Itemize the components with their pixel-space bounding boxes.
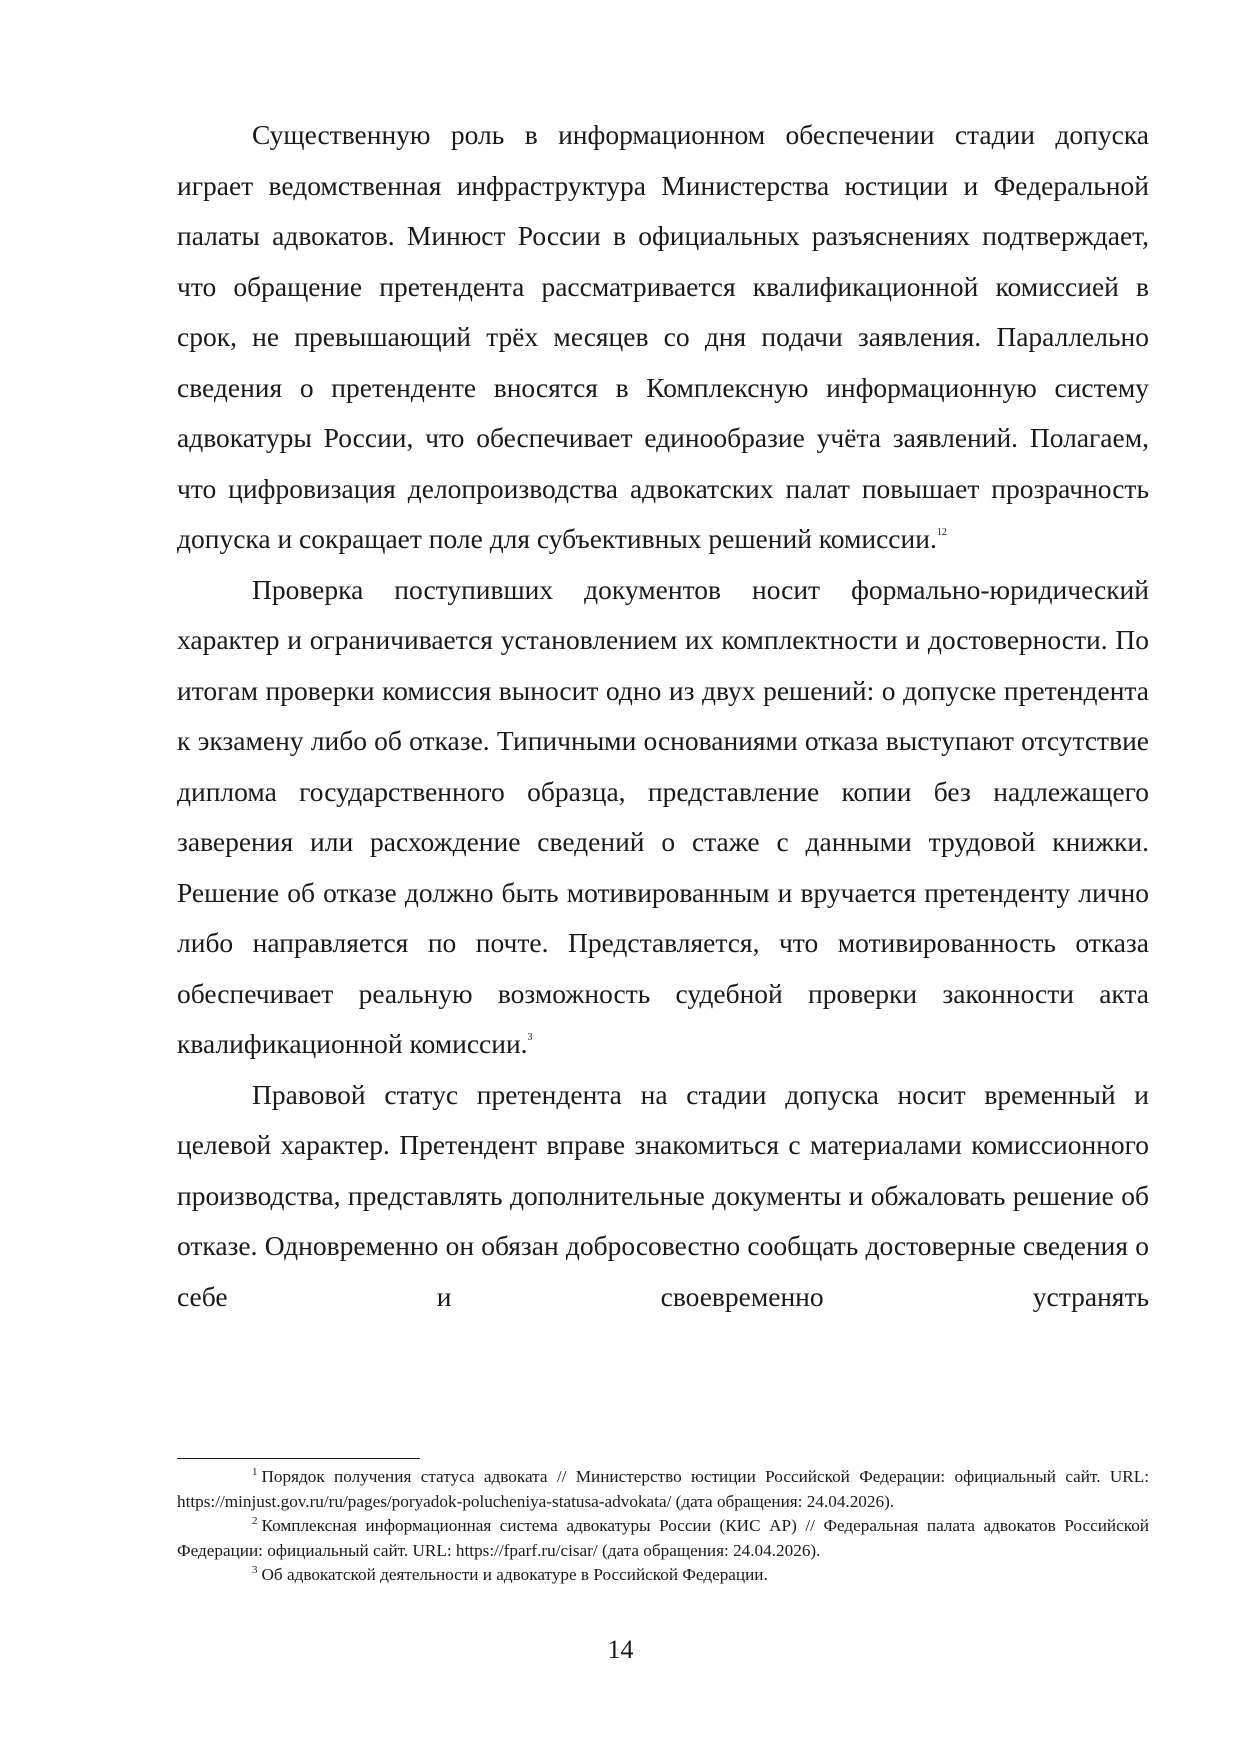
paragraph-1-text: Существенную роль в информационном обеспечении стадии допуска играет ведомственная инфраструктура Министерства юстиции и Федеральной палаты адвокатов. Минюст России в официальных разъяснениях подтверждает, что обращение претендента рассматривается квалификационной комиссией в срок, не превышающий трёх месяцев со дня подачи заявления. Параллельно сведения о претенденте вносятся в Комплексную информационную систему адвокатуры России, что обеспечивает единообразие учёта заявлений. Полагаем, что цифровизация делопроизводства адвокатских палат повышает прозрачность допуска и сокращает поле для субъективных решений комиссии. — [177, 119, 1149, 554]
paragraph-2 — [177, 565, 1149, 1070]
footnote-1-text: Порядок получения статуса адвоката // Министерство юстиции Российской Федерации: официальный сайт. URL: https://minjust.gov.ru/ru/pages/poryadok-polucheniya-statusa-advokata/ (дата обращения: 24.04.2026). — [177, 1467, 1149, 1511]
page-number: 14 — [607, 1635, 634, 1664]
footnote-3 — [177, 1563, 1149, 1588]
footnote-separator — [177, 1458, 420, 1459]
paragraph-3-text: Правовой статус претендента на стадии допуска носит временный и целевой характер. Претендент вправе знакомиться с материалами комиссионного производства, представлять дополнительные документы и обжаловать решение об отказе. Одновременно он обязан добросовестно сообщать достоверные сведения о себе и своевременно устранять — [177, 1078, 1149, 1312]
footnote-1 — [177, 1465, 1149, 1514]
paragraph-3 — [177, 1070, 1149, 1323]
footnote-1-number: 1 — [252, 1466, 258, 1478]
body-text — [177, 110, 1149, 1322]
paragraph-2-text: Проверка поступивших документов носит формально-юридический характер и ограничивается установлением их комплектности и достоверности. По итогам проверки комиссия выносит одно из двух решений: о допуске претендента к экзамену либо об отказе. Типичными основаниями отказа выступают отсутствие диплома государственного образца, представление копии без надлежащего заверения или расхождение сведений о стаже с данными трудовой книжки. Решение об отказе должно быть мотивированным и вручается претенденту лично либо направляется по почте. Представляется, что мотивированность отказа обеспечивает реальную возможность судебной проверки законности акта квалификационной комиссии. — [177, 573, 1149, 1059]
footnotes — [177, 1465, 1149, 1588]
footnote-ref-3[interactable]: 3 — [527, 1032, 533, 1043]
footnote-2-text: Комплексная информационная система адвокатуры России (КИС АР) // Федеральная палата адвокатов Российской Федерации: официальный сайт. URL: https://fparf.ru/cisar/ (дата обращения: 24.04.2026). — [177, 1516, 1149, 1560]
footnote-3-text: Об адвокатской деятельности и адвокатуре в Российской Федерации. — [261, 1565, 768, 1584]
footnote-ref-12[interactable]: 12 — [936, 527, 947, 538]
footnote-3-number: 3 — [252, 1564, 258, 1576]
footnote-2 — [177, 1514, 1149, 1563]
paragraph-1 — [177, 110, 1149, 565]
footnote-2-number: 2 — [252, 1515, 258, 1527]
